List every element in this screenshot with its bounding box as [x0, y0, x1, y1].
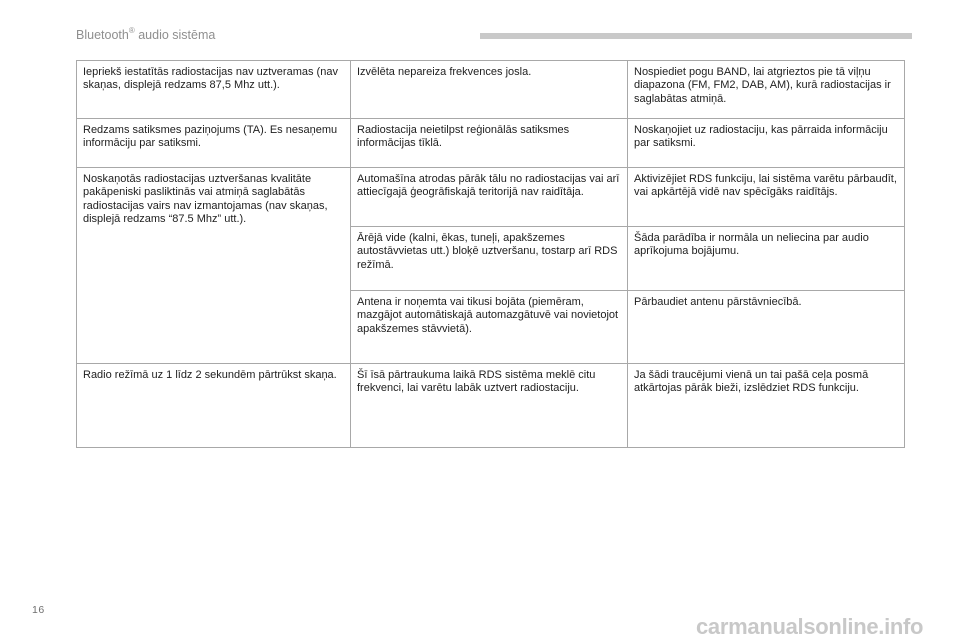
cause-text: Šī īsā pārtraukuma laikā RDS sistēma meklē citu frekvenci, lai varētu labāk uztvert radiostaciju.	[357, 369, 596, 395]
cause-text: Ārējā vide (kalni, ēkas, tuneļi, apakšzemes autostāvvietas utt.) bloķē uztveršanu, tostarp arī RDS režīmā.	[357, 232, 618, 271]
solution-cell	[628, 61, 905, 119]
watermark: carmanualsonline.info	[696, 614, 924, 639]
solution-cell	[628, 119, 905, 168]
cause-cell	[351, 291, 628, 364]
cause-cell	[351, 61, 628, 119]
cause-text: Antena ir noņemta vai tikusi bojāta (piemēram, mazgājot automātiskajā automazgātuvē vai novietojot apakšzemes stāvvietā).	[357, 296, 619, 335]
registered-mark: ®	[128, 26, 135, 35]
table-row	[77, 364, 905, 448]
troubleshooting-table	[76, 60, 905, 448]
solution-text: Aktivizējiet RDS funkciju, lai sistēma varētu pārbaudīt, vai apkārtējā vidē nav spēcīgāks raidītājs.	[634, 173, 897, 199]
cause-cell	[351, 227, 628, 291]
solution-cell	[628, 168, 905, 227]
solution-text: Šāda parādība ir normāla un neliecina par audio aprīkojuma bojājumu.	[634, 232, 869, 258]
table-row	[77, 168, 905, 227]
problem-text: Noskaņotās radiostacijas uztveršanas kvalitāte pakāpeniski pasliktinās vai atmiņā saglabātās radiostacijas vairs nav izmantojamas (nav skaņas, displejā redzams “87.5 Mhz” utt.).	[83, 173, 328, 226]
cause-text: Automašīna atrodas pārāk tālu no radiostacijas vai arī attiecīgajā ģeogrāfiskajā teritorijā nav raidītāja.	[357, 173, 620, 199]
table-row	[77, 119, 905, 168]
problem-cell	[77, 168, 351, 364]
solution-text: Nospiediet pogu BAND, lai atgrieztos pie tā viļņu diapazona (FM, FM2, DAB, AM), kurā radiostacijas ir saglabātas atmiņā.	[634, 66, 891, 105]
cause-cell	[351, 119, 628, 168]
table-row	[77, 61, 905, 119]
problem-cell	[77, 61, 351, 119]
solution-text: Ja šādi traucējumi vienā un tai pašā ceļa posmā atkārtojas pārāk bieži, izslēdziet RDS funkciju.	[634, 369, 869, 395]
solution-cell	[628, 364, 905, 448]
header-title-rest: audio sistēma	[134, 28, 216, 43]
header-title-main: Bluetooth	[76, 28, 129, 43]
solution-text: Pārbaudiet antenu pārstāvniecībā.	[634, 296, 802, 308]
problem-text: Iepriekš iestatītās radiostacijas nav uztveramas (nav skaņas, displejā redzams 87,5 Mhz utt.).	[83, 66, 338, 92]
cause-text: Izvēlēta nepareiza frekvences josla.	[357, 66, 532, 78]
page-header-title	[76, 27, 215, 42]
header-divider-bar	[480, 33, 912, 39]
solution-text: Noskaņojiet uz radiostaciju, kas pārraida informāciju par satiksmi.	[634, 124, 888, 150]
cause-cell	[351, 364, 628, 448]
problem-cell	[77, 119, 351, 168]
cause-text: Radiostacija neietilpst reģionālās satiksmes informācijas tīklā.	[357, 124, 570, 150]
problem-text: Redzams satiksmes paziņojums (TA). Es nesaņemu informāciju par satiksmi.	[83, 124, 338, 150]
solution-cell	[628, 291, 905, 364]
page-number: 16	[32, 604, 45, 616]
solution-cell	[628, 227, 905, 291]
problem-cell	[77, 364, 351, 448]
problem-text: Radio režīmā uz 1 līdz 2 sekundēm pārtrūkst skaņa.	[83, 369, 337, 381]
cause-cell	[351, 168, 628, 227]
